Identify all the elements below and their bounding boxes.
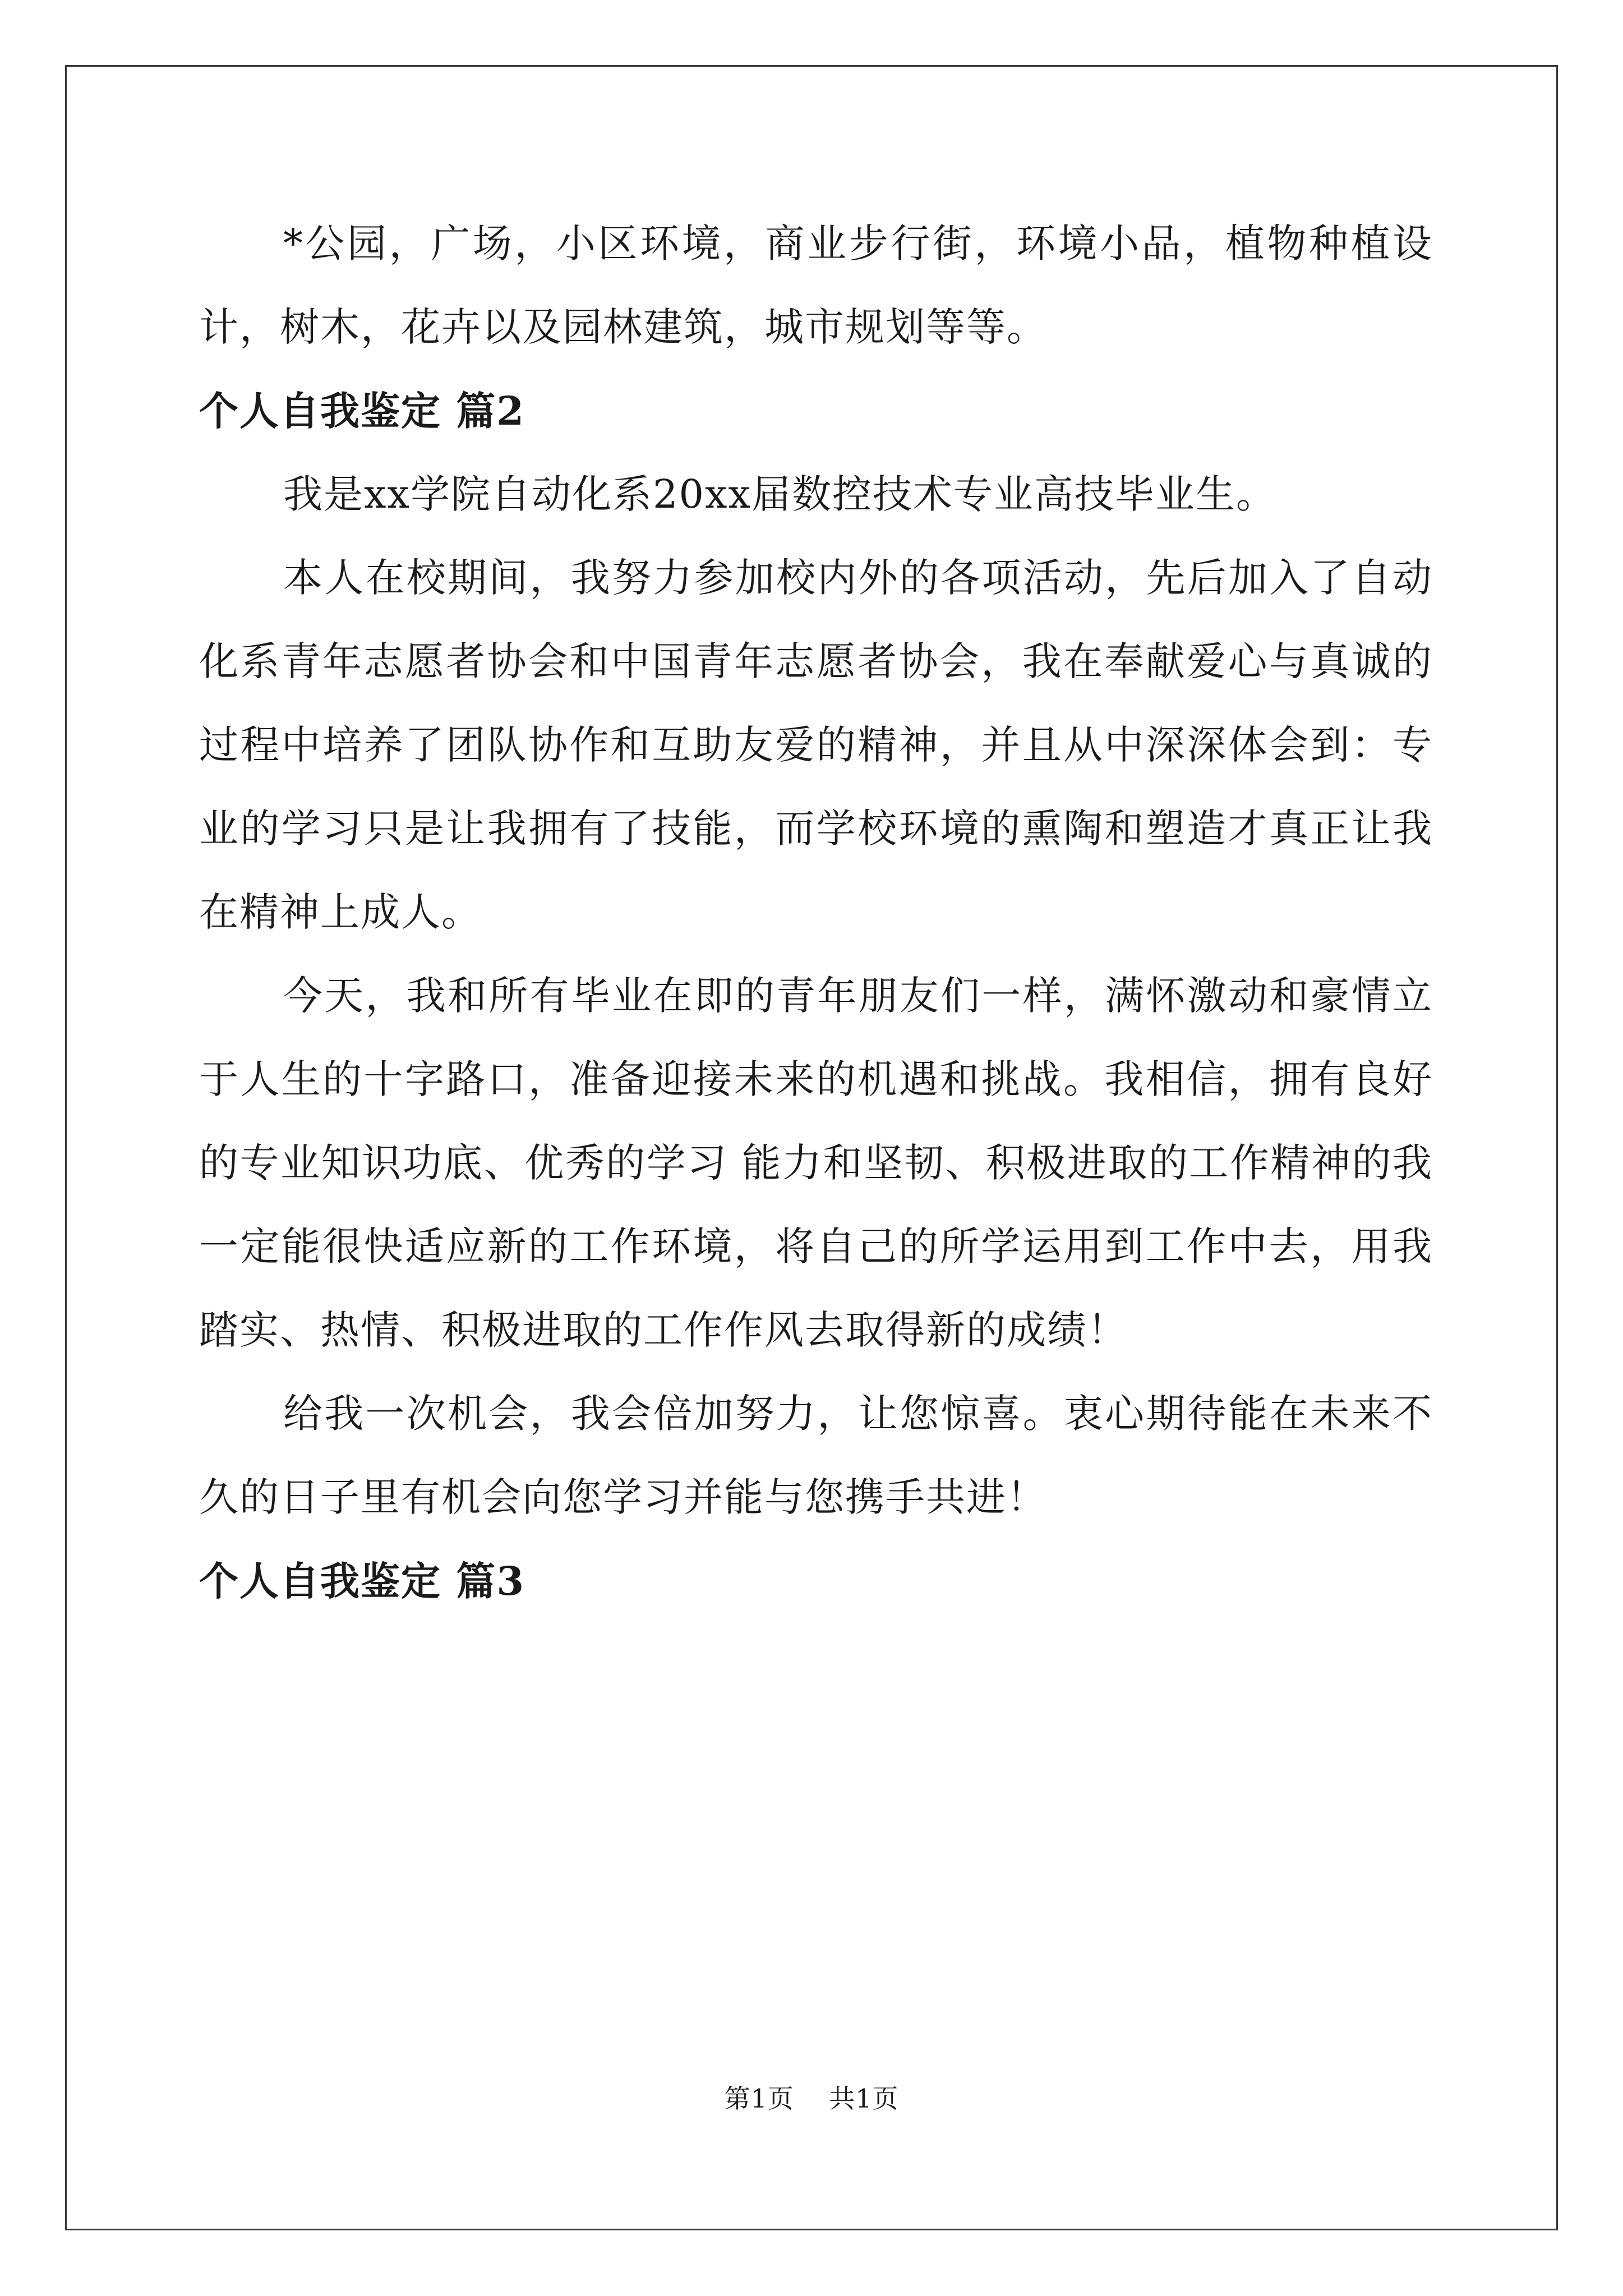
paragraph-landscape-scope: *公园，广场，小区环境，商业步行街，环境小品，植物种植设计，树木，花卉以及园林建筑，城市规划等等。 bbox=[199, 220, 1433, 350]
page-number: 第1页 bbox=[724, 2083, 794, 2114]
page-total: 共1页 bbox=[829, 2083, 899, 2114]
section-heading-3: 个人自我鉴定 篇3 bbox=[199, 1558, 525, 1604]
section-heading-2: 个人自我鉴定 篇2 bbox=[199, 388, 525, 434]
paragraph-intro: 我是xx学院自动化系20xx届数控技术专业高技毕业生。 bbox=[283, 471, 1276, 517]
page-footer bbox=[0, 2078, 1623, 2115]
document-body bbox=[199, 202, 1433, 1623]
paragraph-school-activities: 本人在校期间，我努力参加校内外的各项活动，先后加入了自动化系青年志愿者协会和中国青年志愿者协会，我在奉献爱心与真诚的过程中培养了团队协作和互助友爱的精神，并且从中深深体会到：专业的学习只是让我拥有了技能，而学校环境的熏陶和塑造才真正让我在精神上成人。 bbox=[199, 555, 1433, 935]
paragraph-closing: 给我一次机会，我会倍加努力，让您惊喜。衷心期待能在未来不久的日子里有机会向您学习并能与您携手共进！ bbox=[199, 1391, 1433, 1520]
paragraph-future-outlook: 今天，我和所有毕业在即的青年朋友们一样，满怀激动和豪情立于人生的十字路口，准备迎接未来的机遇和挑战。我相信，拥有良好的专业知识功底、优秀的学习 能力和坚韧、积极进取的工作精神的我一定能很快适应新的工作环境，将自己的所学运用到工作中去，用我踏实、热情、积极进取的工作作风去取得新的成绩！ bbox=[199, 973, 1433, 1353]
